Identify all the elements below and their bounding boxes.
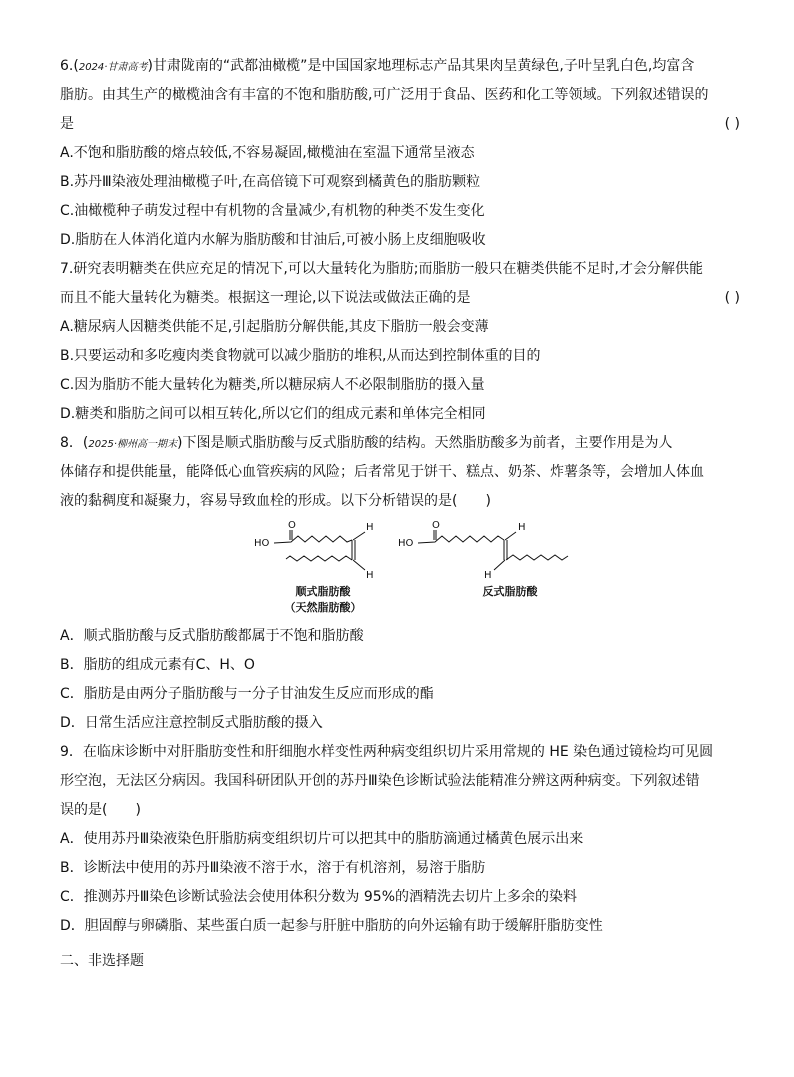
q7-option-d: D.糖类和脂肪之间可以相互转化,所以它们的组成元素和单体完全相同: [60, 406, 486, 422]
q6-stem-line3: [60, 110, 740, 139]
cis-caption-line2: （天然脂肪酸）: [284, 601, 362, 614]
cis-o-label: O: [288, 520, 296, 531]
cis-h-label-top: H: [366, 522, 374, 533]
q8-stem-line2: 体储存和提供能量，能降低心血管疾病的风险；后者常见于饼干、糕点、奶茶、炸薯条等，会增加人体血: [60, 464, 704, 480]
cis-ho-label: HO: [254, 538, 270, 549]
q6-stem-text3: 是: [60, 116, 74, 132]
q6-stem-line2: 脂肪。由其生产的橄榄油含有丰富的不饱和脂肪酸,可广泛用于食品、医药和化工等领域。下列叙述错误的: [60, 87, 709, 103]
q8-source-tag: 2025·柳州高一期末: [88, 439, 178, 450]
q8-stem-line3: 液的黏稠度和凝聚力，容易导致血栓的形成。以下分析错误的是( ): [60, 493, 491, 509]
q8-option-c: C．脂肪是由两分子脂肪酸与一分子甘油发生反应而形成的酯: [60, 686, 434, 702]
q8-stem-text1: )下图是顺式脂肪酸与反式脂肪酸的结构。天然脂肪酸多为前者，主要作用是为人: [177, 435, 673, 451]
trans-caption: 反式脂肪酸: [482, 585, 538, 598]
q8-stem-line1: [60, 429, 740, 458]
q6-option-d: D.脂肪在人体消化道内水解为脂肪酸和甘油后,可被小肠上皮细胞吸收: [60, 232, 486, 248]
trans-h-label-top: H: [518, 522, 526, 533]
q8-number: 8．(: [60, 435, 89, 451]
q9-option-d: D．胆固醇与卵磷脂、某些蛋白质一起参与肝脏中脂肪的向外运输有助于缓解肝脂肪变性: [60, 918, 603, 934]
question-9: [60, 738, 740, 941]
q6-source-tag: 2024·甘肃高考: [78, 62, 148, 73]
fatty-acid-figure: [60, 518, 740, 618]
section-title: 二、非选择题: [60, 953, 144, 969]
trans-o-label: O: [432, 520, 440, 531]
q9-stem-line2: 形空泡，无法区分病因。我国科研团队开创的苏丹Ⅲ染色诊断试验法能精准分辨这两种病变。下列叙述错: [60, 773, 700, 789]
q6-stem-text1: )甘肃陇南的“武都油橄榄”是中国国家地理标志产品其果肉呈黄绿色,子叶呈乳白色,均富含: [147, 58, 695, 74]
trans-fatty-acid-structure: [398, 518, 578, 584]
q6-option-b: B.苏丹Ⅲ染液处理油橄榄子叶,在高倍镜下可观察到橘黄色的脂肪颗粒: [60, 174, 481, 190]
q6-stem-line1: [60, 52, 740, 81]
q8-option-d: D．日常生活应注意控制反式脂肪酸的摄入: [60, 715, 323, 731]
q9-option-a: A．使用苏丹Ⅲ染液染色肝脂肪病变组织切片可以把其中的脂肪滴通过橘黄色展示出来: [60, 831, 584, 847]
q9-stem-line3: 误的是( ): [60, 802, 141, 818]
q7-stem-line1: 7.研究表明糖类在供应充足的情况下,可以大量转化为脂肪;而脂肪一般只在糖类供能不足时,才会分解供能: [60, 261, 703, 277]
q9-option-c: C．推测苏丹Ⅲ染色诊断试验法会使用体积分数为 95%的酒精洗去切片上多余的染料: [60, 889, 577, 905]
q7-answer-bracket: ( ): [724, 290, 740, 306]
cis-caption-line1: 顺式脂肪酸: [295, 585, 351, 598]
q6-answer-bracket: ( ): [724, 116, 740, 132]
cis-h-label-bottom: H: [366, 570, 374, 581]
cis-caption: [278, 584, 368, 616]
q7-stem-text2: 而且不能大量转化为糖类。根据这一理论,以下说法或做法正确的是: [60, 290, 471, 306]
question-7: [60, 255, 740, 429]
q9-option-b: B．诊断法中使用的苏丹Ⅲ染液不溶于水，溶于有机溶剂，易溶于脂肪: [60, 860, 486, 876]
trans-ho-label: HO: [398, 538, 414, 549]
cis-fatty-acid-structure: [252, 518, 392, 584]
question-8: [60, 429, 740, 738]
q7-option-a: A.糖尿病人因糖类供能不足,引起脂肪分解供能,其皮下脂肪一般会变薄: [60, 319, 489, 335]
worksheet-page: [60, 52, 740, 976]
q6-number: 6.(: [60, 58, 79, 74]
q7-option-b: B.只要运动和多吃瘦肉类食物就可以减少脂肪的堆积,从而达到控制体重的目的: [60, 348, 541, 364]
q6-option-c: C.油橄榄种子萌发过程中有机物的含量减少,有机物的种类不发生变化: [60, 203, 485, 219]
q8-option-b: B．脂肪的组成元素有C、H、O: [60, 657, 255, 673]
q6-option-a: A.不饱和脂肪酸的熔点较低,不容易凝固,橄榄油在室温下通常呈液态: [60, 145, 475, 161]
question-6: [60, 52, 740, 255]
trans-h-label-bottom: H: [484, 570, 492, 581]
q9-stem-line1: 9．在临床诊断中对肝脂肪变性和肝细胞水样变性两种病变组织切片采用常规的 HE 染色通过镜检均可见圆: [60, 744, 714, 760]
q7-stem-line2: [60, 284, 740, 313]
q7-option-c: C.因为脂肪不能大量转化为糖类,所以糖尿病人不必限制脂肪的摄入量: [60, 377, 485, 393]
q8-option-a: A．顺式脂肪酸与反式脂肪酸都属于不饱和脂肪酸: [60, 628, 364, 644]
